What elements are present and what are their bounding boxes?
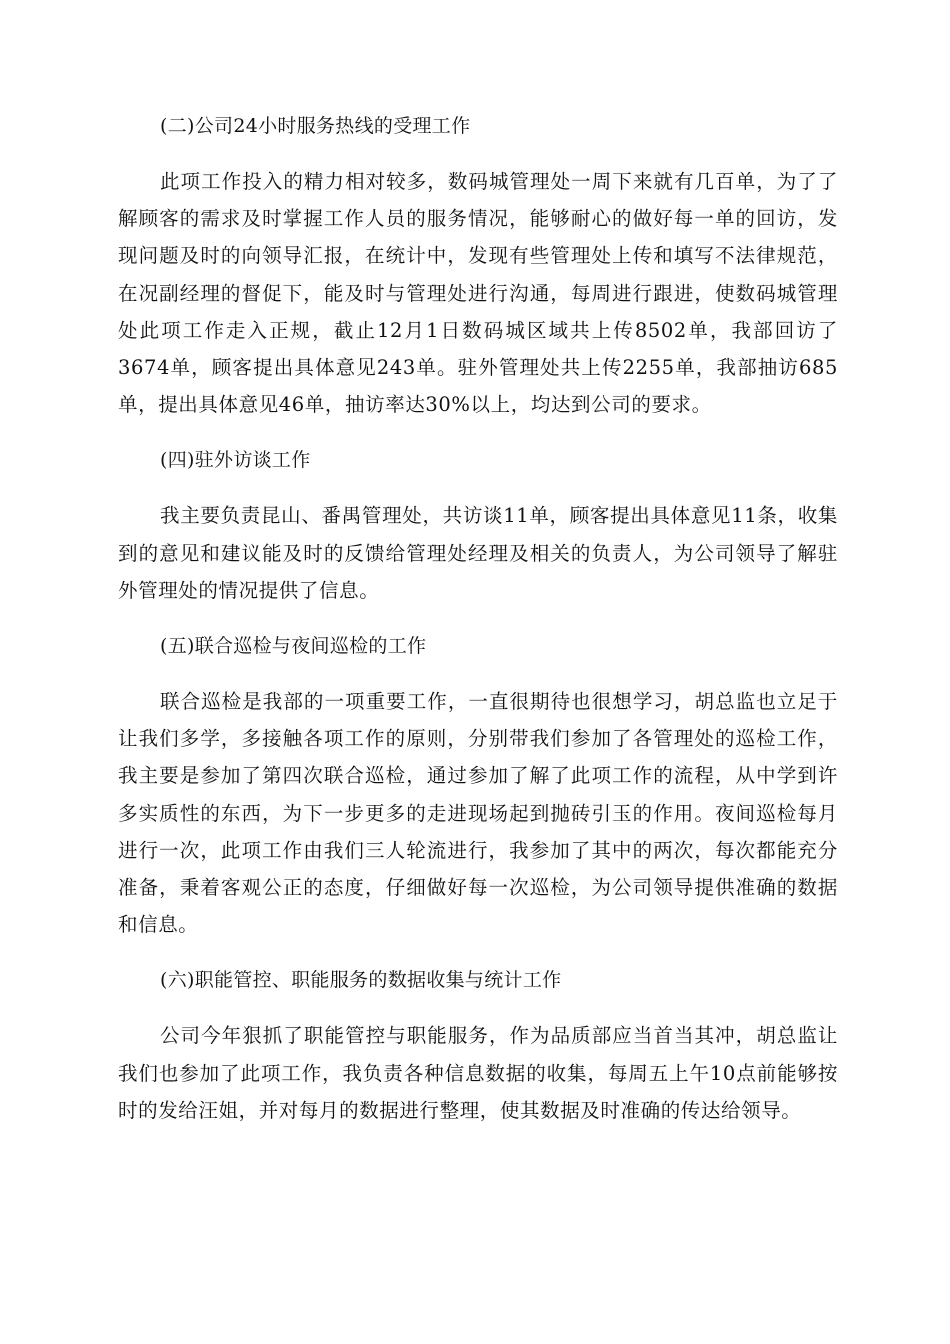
section-hotline	[118, 108, 838, 423]
section-paragraph: 我主要负责昆山、番禺管理处，共访谈11单，顾客提出具体意见11条，收集到的意见和建议能及时的反馈给管理处经理及相关的负责人，为公司领导了解驻外管理处的情况提供了信息。	[118, 504, 838, 602]
section-external-interview	[118, 442, 838, 609]
section-paragraph: 联合巡检是我部的一项重要工作，一直很期待也很想学习，胡总监也立足于让我们多学，多接触各项工作的原则，分别带我们参加了各管理处的巡检工作，我主要是参加了第四次联合巡检，通过参加了解了此项工作的流程，从中学到许多实质性的东西，为下一步更多的走进现场起到抛砖引玉的作用。夜间巡检每月进行一次，此项工作由我们三人轮流进行，我参加了其中的两次，每次都能充分准备，秉着客观公正的态度，仔细做好每一次巡检，为公司领导提供准确的数据和信息。	[118, 690, 838, 937]
section-heading: (四)驻外访谈工作	[160, 449, 311, 472]
section-heading: (五)联合巡检与夜间巡检的工作	[160, 635, 427, 658]
section-paragraph: 公司今年狠抓了职能管控与职能服务，作为品质部应当首当其冲，胡总监让我们也参加了此项工作，我负责各种信息数据的收集，每周五上午10点前能够按时的发给汪姐，并对每月的数据进行整理，使其数据及时准确的传达给领导。	[118, 1024, 838, 1122]
section-paragraph: 此项工作投入的精力相对较多，数码城管理处一周下来就有几百单，为了了解顾客的需求及时掌握工作人员的服务情况，能够耐心的做好每一单的回访，发现问题及时的向领导汇报，在统计中，发现有些管理处上传和填写不法律规范，在况副经理的督促下，能及时与管理处进行沟通，每周进行跟进，使数码城管理处此项工作走入正规，截止12月1日数码城区域共上传8502单，我部回访了3674单，顾客提出具体意见243单。驻外管理处共上传2255单，我部抽访685单，提出具体意见46单，抽访率达30%以上，均达到公司的要求。	[118, 170, 838, 417]
section-data-statistics	[118, 962, 838, 1129]
section-heading: (二)公司24小时服务热线的受理工作	[160, 115, 471, 137]
section-inspection	[118, 628, 838, 943]
section-heading: (六)职能管控、职能服务的数据收集与统计工作	[160, 969, 562, 992]
